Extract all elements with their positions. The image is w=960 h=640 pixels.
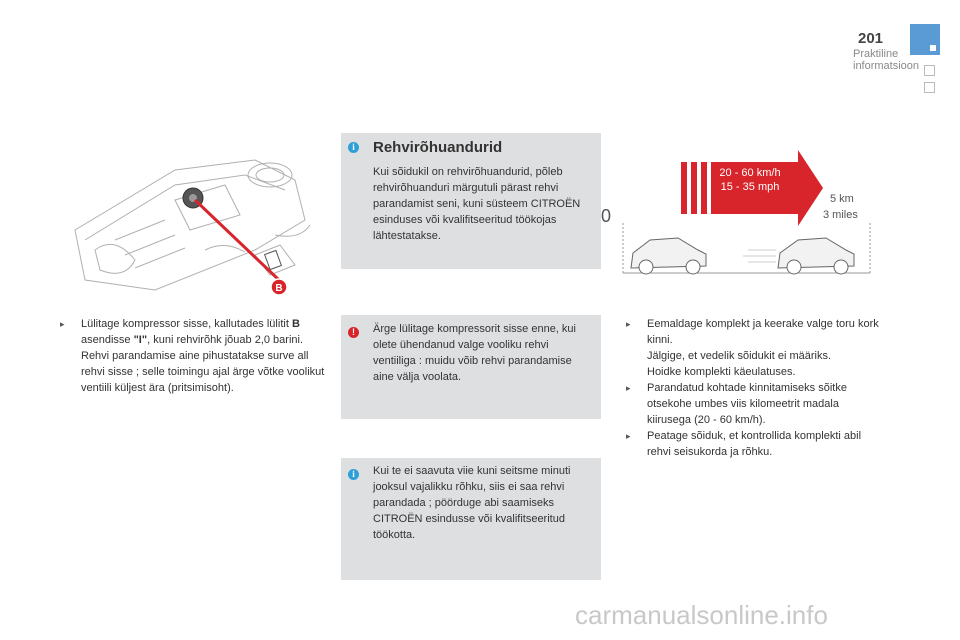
section-title: Praktiline informatsioon: [853, 48, 920, 72]
warning-box: [341, 315, 601, 419]
warning-text: Ärge lülitage kompressorit sisse enne, kui olete ühendanud valge vooliku rehvi ventiiliga : muidu võib rehvi parandamise aine välja voolata.: [373, 323, 576, 383]
compressor-illustration: [55, 140, 315, 310]
distance-miles: 3 miles: [823, 209, 858, 221]
bullet-icon: ▸: [626, 431, 631, 441]
car-icon: [631, 238, 706, 274]
info-box-text: Kui sõidukil on rehvirõhuandurid, põleb rehvirõhuanduri märgutuli pärast rehvi parandamist seni, kuni süsteem CITROËN esinduses või kvalifitseeritud töökojas lähtestatakse.: [373, 166, 581, 242]
bullet-icon: ▸: [60, 319, 65, 329]
watermark: carmanualsonline.info: [575, 600, 828, 630]
speed-range-label: 20 - 60 km/h 15 - 35 mph: [714, 165, 786, 198]
info-box-tyre-sensors: [341, 133, 601, 269]
warning-icon: !: [348, 327, 359, 338]
chapter-marker: [924, 65, 935, 76]
start-label: 0: [601, 206, 612, 226]
chapter-marker: [924, 82, 935, 93]
info-icon: i: [348, 469, 359, 480]
info-box-text: Kui te ei saavuta viie kuni seitsme minuti jooksul vajalikku rõhku, siis ei saa rehvi parandada ; pöörduge abi saamiseks CITROËN esindusse või kvalifitseeritud töökotta.: [373, 465, 571, 541]
page-number: 201: [858, 30, 884, 47]
info-box-title: Rehvirõhuandurid: [373, 139, 503, 156]
right-instructions: ▸ Eemaldage komplekt ja keerake valge toru kork kinni. Jälgige, et vedelik sõidukit ei määriks. Hoidke komplekti käeulatuses. ▸ Parandatud kohtade kinnitamiseks sõitke otsekohe umbes viis kilomeetrit madala kiirusega (20 - 60 km/h). ▸ Peatage sõiduk, et kontrollida komplekti abil rehvi seisukorda ja rõhku.: [626, 318, 879, 458]
left-instructions: ▸ Lülitage kompressor sisse, kallutades lülitit B asendisse "I", kuni rehvirõhk jõuab 2,0 barini. Rehvi parandamise aine pihustatakse surve all rehvi sisse ; selle toimingu ajal ärge võtke voolikut ventiili küljest ära (pritsimisoht).: [60, 318, 325, 394]
info-icon: i: [348, 142, 359, 153]
bullet-icon: ▸: [626, 319, 631, 329]
distance-km: 5 km: [830, 193, 854, 205]
label-b: B: [275, 283, 283, 294]
bullet-icon: ▸: [626, 383, 631, 393]
car-icon: [778, 238, 854, 274]
info-box-pressure: [341, 458, 601, 580]
instruction-line: Rehvi parandamise aine pihustatakse surve all rehvi sisse ; selle toimingu ajal ärge võtke voolikut ventiili küljest ära (pritsimisoht).: [81, 350, 325, 394]
